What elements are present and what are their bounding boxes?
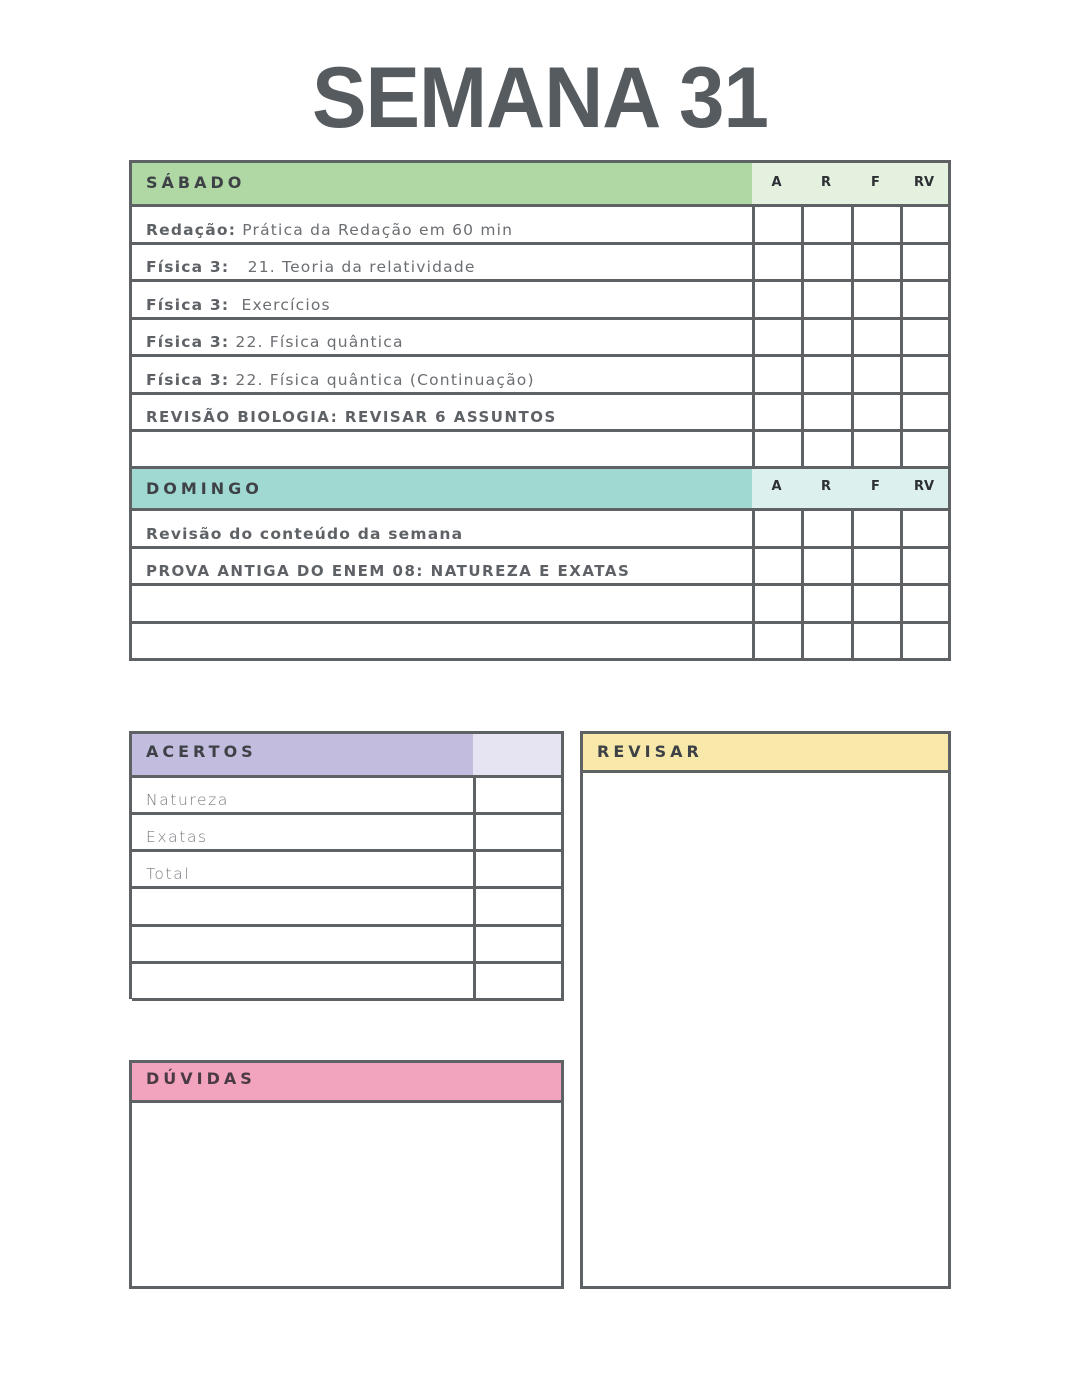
checkbox-f[interactable] — [851, 279, 903, 320]
acertos-table — [129, 731, 564, 999]
duvidas-notes-area[interactable] — [132, 1103, 561, 1286]
checkbox-rv[interactable] — [900, 354, 951, 395]
task-subject: Revisão do conteúdo da semana — [146, 524, 464, 543]
checkbox-a[interactable] — [752, 621, 804, 662]
task-topic: Prática da Redação em 60 min — [236, 220, 514, 239]
task-row[interactable] — [132, 204, 755, 245]
task-text — [146, 221, 513, 239]
acertos-label-text: Total — [146, 865, 191, 884]
checkbox-r[interactable] — [801, 583, 854, 624]
checkbox-r[interactable] — [801, 242, 854, 283]
revisar-label: REVISAR — [597, 742, 703, 761]
checkbox-r[interactable] — [801, 204, 854, 245]
checkbox-a[interactable] — [752, 546, 804, 587]
checkbox-a[interactable] — [752, 392, 804, 433]
task-row[interactable] — [132, 354, 755, 395]
task-row[interactable] — [132, 392, 755, 433]
acertos-score-cell[interactable] — [473, 887, 564, 927]
checkbox-f[interactable] — [851, 429, 903, 470]
checkbox-rv[interactable] — [900, 429, 951, 470]
checkbox-rv[interactable] — [900, 279, 951, 320]
acertos-row — [132, 887, 476, 927]
acertos-row — [132, 924, 476, 964]
checkbox-f[interactable] — [851, 354, 903, 395]
checkbox-f[interactable] — [851, 392, 903, 433]
col-header-f: F — [851, 163, 903, 207]
domingo-header — [132, 466, 755, 511]
checkbox-a[interactable] — [752, 317, 804, 358]
task-subject: Física 3: — [146, 333, 230, 351]
task-topic: 21. Teoria da relatividade — [229, 258, 476, 276]
task-row[interactable] — [132, 621, 755, 662]
task-text: PROVA ANTIGA DO ENEM 08: NATUREZA E EXATAS — [146, 562, 631, 580]
col-header-f: F — [851, 466, 903, 511]
acertos-score-cell[interactable] — [473, 812, 564, 852]
task-text: REVISÃO BIOLOGIA: REVISAR 6 ASSUNTOS — [146, 408, 557, 426]
sabado-table — [129, 160, 951, 470]
col-header-r: R — [801, 466, 854, 511]
acertos-label-text: Exatas — [146, 828, 208, 847]
checkbox-r[interactable] — [801, 392, 854, 433]
task-topic: 22. Física quântica — [229, 333, 404, 351]
checkbox-f[interactable] — [851, 204, 903, 245]
task-row[interactable] — [132, 546, 755, 587]
col-header-r: R — [801, 163, 854, 207]
revisar-header — [583, 734, 948, 773]
checkbox-r[interactable] — [801, 508, 854, 549]
duvidas-label: DÚVIDAS — [146, 1069, 256, 1088]
task-text — [146, 525, 463, 543]
sabado-label: SÁBADO — [146, 173, 246, 192]
checkbox-rv[interactable] — [900, 508, 951, 549]
task-subject: Física 3: — [146, 295, 230, 314]
domingo-label: DOMINGO — [146, 479, 263, 498]
checkbox-f[interactable] — [851, 242, 903, 283]
task-subject: Redação: — [146, 220, 237, 239]
acertos-score-header — [473, 734, 564, 778]
col-header-rv: RV — [900, 163, 951, 207]
checkbox-rv[interactable] — [900, 621, 951, 662]
checkbox-r[interactable] — [801, 621, 854, 662]
acertos-row — [132, 775, 476, 815]
task-subject: Física 3: — [146, 370, 230, 389]
acertos-header — [132, 734, 476, 778]
checkbox-f[interactable] — [851, 621, 903, 662]
checkbox-a[interactable] — [752, 508, 804, 549]
checkbox-a[interactable] — [752, 204, 804, 245]
checkbox-r[interactable] — [801, 279, 854, 320]
checkbox-rv[interactable] — [900, 392, 951, 433]
acertos-label-text: Natureza — [146, 791, 229, 809]
domingo-table — [129, 466, 951, 661]
task-subject: Física 3: — [146, 258, 230, 276]
col-header-rv: RV — [900, 466, 951, 511]
task-row[interactable] — [132, 279, 755, 320]
duvidas-box — [129, 1060, 564, 1289]
acertos-label: ACERTOS — [146, 742, 257, 761]
sabado-header — [132, 163, 755, 207]
col-header-a: A — [752, 163, 804, 207]
checkbox-rv[interactable] — [900, 204, 951, 245]
checkbox-rv[interactable] — [900, 317, 951, 358]
checkbox-r[interactable] — [801, 546, 854, 587]
task-row[interactable] — [132, 317, 755, 358]
col-header-a: A — [752, 466, 804, 511]
checkbox-f[interactable] — [851, 583, 903, 624]
checkbox-rv[interactable] — [900, 546, 951, 587]
task-row[interactable] — [132, 583, 755, 624]
task-row[interactable] — [132, 242, 755, 283]
task-topic: 22. Física quântica (Continuação) — [229, 370, 535, 389]
checkbox-a[interactable] — [752, 583, 804, 624]
checkbox-r[interactable] — [801, 317, 854, 358]
acertos-row — [132, 812, 476, 852]
task-text — [146, 258, 476, 276]
task-text — [146, 296, 331, 314]
checkbox-a[interactable] — [752, 354, 804, 395]
page-title: SEMANA 31 — [311, 50, 769, 146]
acertos-row — [132, 961, 476, 1001]
checkbox-r[interactable] — [801, 429, 854, 470]
acertos-score-cell[interactable] — [473, 775, 564, 815]
checkbox-a[interactable] — [752, 279, 804, 320]
revisar-box — [580, 731, 951, 1289]
acertos-score-cell[interactable] — [473, 924, 564, 964]
task-row[interactable] — [132, 429, 755, 470]
checkbox-a[interactable] — [752, 242, 804, 283]
acertos-score-cell[interactable] — [473, 961, 564, 1001]
checkbox-f[interactable] — [851, 546, 903, 587]
revisar-notes-area[interactable] — [583, 773, 948, 1286]
duvidas-header — [132, 1063, 561, 1103]
task-topic: Exercícios — [229, 295, 331, 314]
acertos-score-cell[interactable] — [473, 849, 564, 889]
checkbox-rv[interactable] — [900, 242, 951, 283]
task-row[interactable] — [132, 508, 755, 549]
checkbox-rv[interactable] — [900, 583, 951, 624]
task-text — [146, 333, 404, 351]
checkbox-f[interactable] — [851, 508, 903, 549]
checkbox-a[interactable] — [752, 429, 804, 470]
acertos-row — [132, 849, 476, 889]
checkbox-f[interactable] — [851, 317, 903, 358]
checkbox-r[interactable] — [801, 354, 854, 395]
task-text — [146, 371, 535, 389]
